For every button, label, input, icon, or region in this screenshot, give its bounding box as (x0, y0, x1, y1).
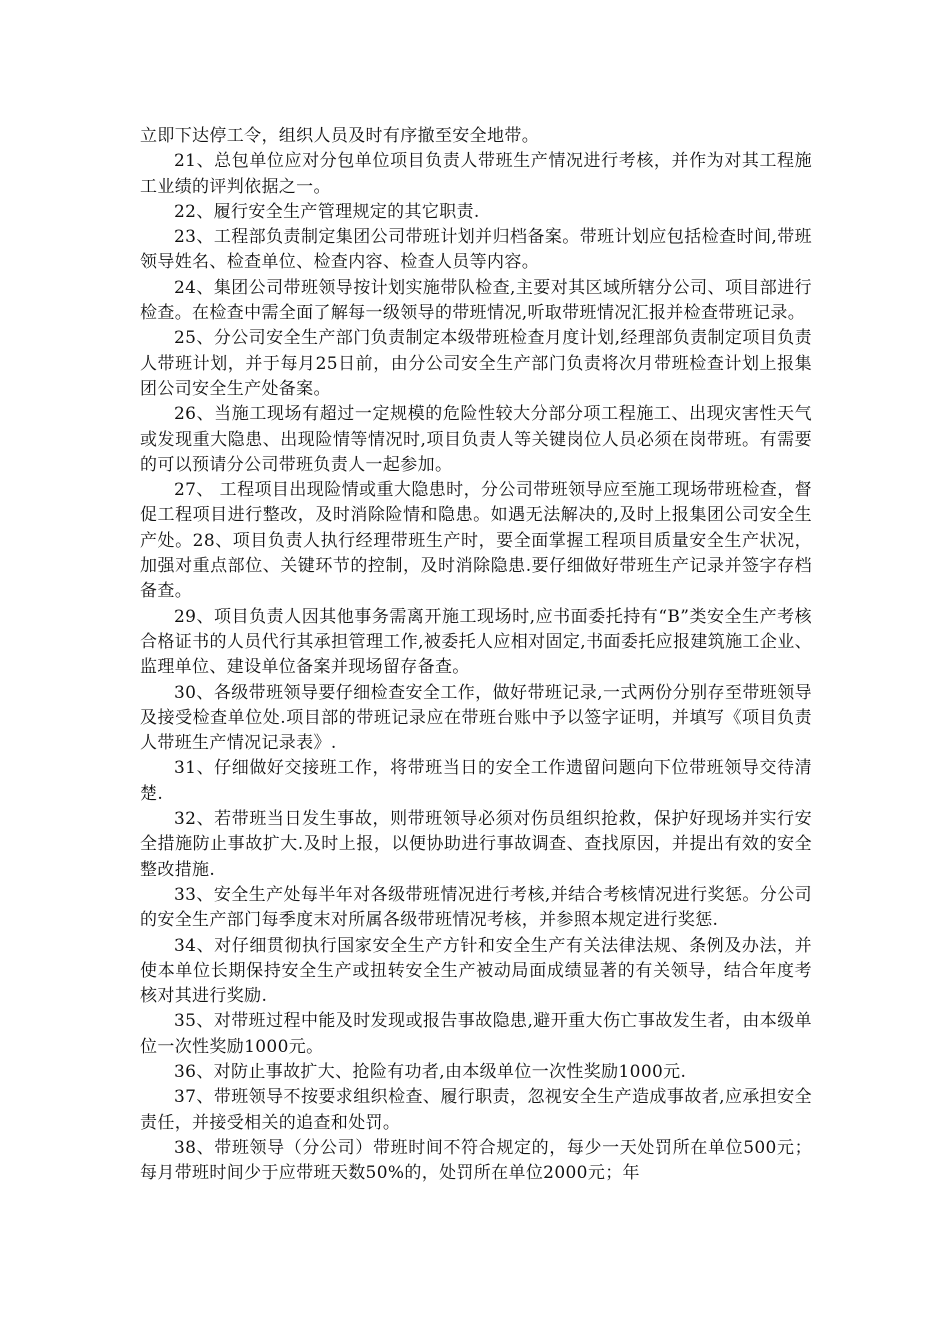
paragraph-34: 34、对仔细贯彻执行国家安全生产方针和安全生产有关法律法规、条例及办法，并使本单位长期保持安全生产或扭转安全生产被动局面成绩显著的有关领导，结合年度考核对其进行奖励. (140, 935, 812, 1007)
paragraph-37: 37、带班领导不按要求组织检查、履行职责，忽视安全生产造成事故者,应承担安全责任，并接受相关的追查和处罚。 (140, 1087, 812, 1133)
paragraph-31: 31、仔细做好交接班工作，将带班当日的安全工作遗留问题向下位带班领导交待清楚. (140, 758, 812, 804)
paragraph-30: 30、各级带班领导要仔细检查安全工作，做好带班记录,一式两份分别存至带班领导及接受检查单位处.项目部的带班记录应在带班台账中予以签字证明，并填写《项目负责人带班生产情况记录表》. (140, 682, 812, 754)
paragraph-continuation: 立即下达停工令，组织人员及时有序撤至安全地带。 (140, 126, 540, 146)
paragraph-21: 21、总包单位应对分包单位项目负责人带班生产情况进行考核，并作为对其工程施工业绩的评判依据之一。 (140, 151, 812, 197)
paragraph-25: 25、分公司安全生产部门负责制定本级带班检查月度计划,经理部负责制定项目负责人带班计划，并于每月25日前，由分公司安全生产部门负责将次月带班检查计划上报集团公司安全生产处备案。 (140, 328, 812, 399)
paragraph-26: 26、当施工现场有超过一定规模的危险性较大分部分项工程施工、出现灾害性天气或发现重大隐患、出现险情等情况时,项目负责人等关键岗位人员必须在岗带班。有需要的可以预请分公司带班负责人一起参加。 (140, 404, 812, 475)
paragraph-29: 29、项目负责人因其他事务需离开施工现场时,应书面委托持有“B”类安全生产考核合格证书的人员代行其承担管理工作,被委托人应相对固定,书面委托应报建筑施工企业、监理单位、建设单位备案并现场留存备查。 (140, 606, 812, 678)
paragraph-32: 32、若带班当日发生事故，则带班领导必须对伤员组织抢救，保护好现场并实行安全措施防止事故扩大.及时上报，以便协助进行事故调查、查找原因，并提出有效的安全整改措施. (140, 809, 812, 880)
paragraph-36: 36、对防止事故扩大、抢险有功者,由本级单位一次性奖励1000元. (174, 1061, 687, 1082)
paragraph-38: 38、带班领导（分公司）带班时间不符合规定的，每少一天处罚所在单位500元；每月带班时间少于应带班天数50%的，处罚所在单位2000元；年 (140, 1137, 812, 1184)
paragraph-27-28: 27、 工程项目出现险情或重大隐患时，分公司带班领导应至施工现场带班检查，督促工程项目进行整改，及时消除险情和隐患。如遇无法解决的,及时上报集团公司安全生产处。28、项目负责人执行经理带班生产时，要全面掌握工程项目质量安全生产状况，加强对重点部位、关键环节的控制，及时消除隐患.要仔细做好带班生产记录并签字存档备查。 (140, 480, 812, 602)
document-body (140, 124, 812, 1186)
paragraph-24: 24、集团公司带班领导按计划实施带队检查,主要对其区域所辖分公司、项目部进行检查。在检查中需全面了解每一级领导的带班情况,听取带班情况汇报并检查带班记录。 (140, 277, 812, 324)
paragraph-35: 35、对带班过程中能及时发现或报告事故隐患,避开重大伤亡事故发生者，由本级单位一次性奖励1000元。 (140, 1011, 812, 1057)
paragraph-23: 23、工程部负责制定集团公司带班计划并归档备案。带班计划应包括检查时间,带班领导姓名、检查单位、检查内容、检查人员等内容。 (140, 227, 812, 273)
paragraph-33: 33、安全生产处每半年对各级带班情况进行考核,并结合考核情况进行奖惩。分公司的安全生产部门每季度末对所属各级带班情况考核，并参照本规定进行奖惩. (140, 884, 812, 931)
paragraph-22: 22、履行安全生产管理规定的其它职责. (174, 201, 480, 222)
